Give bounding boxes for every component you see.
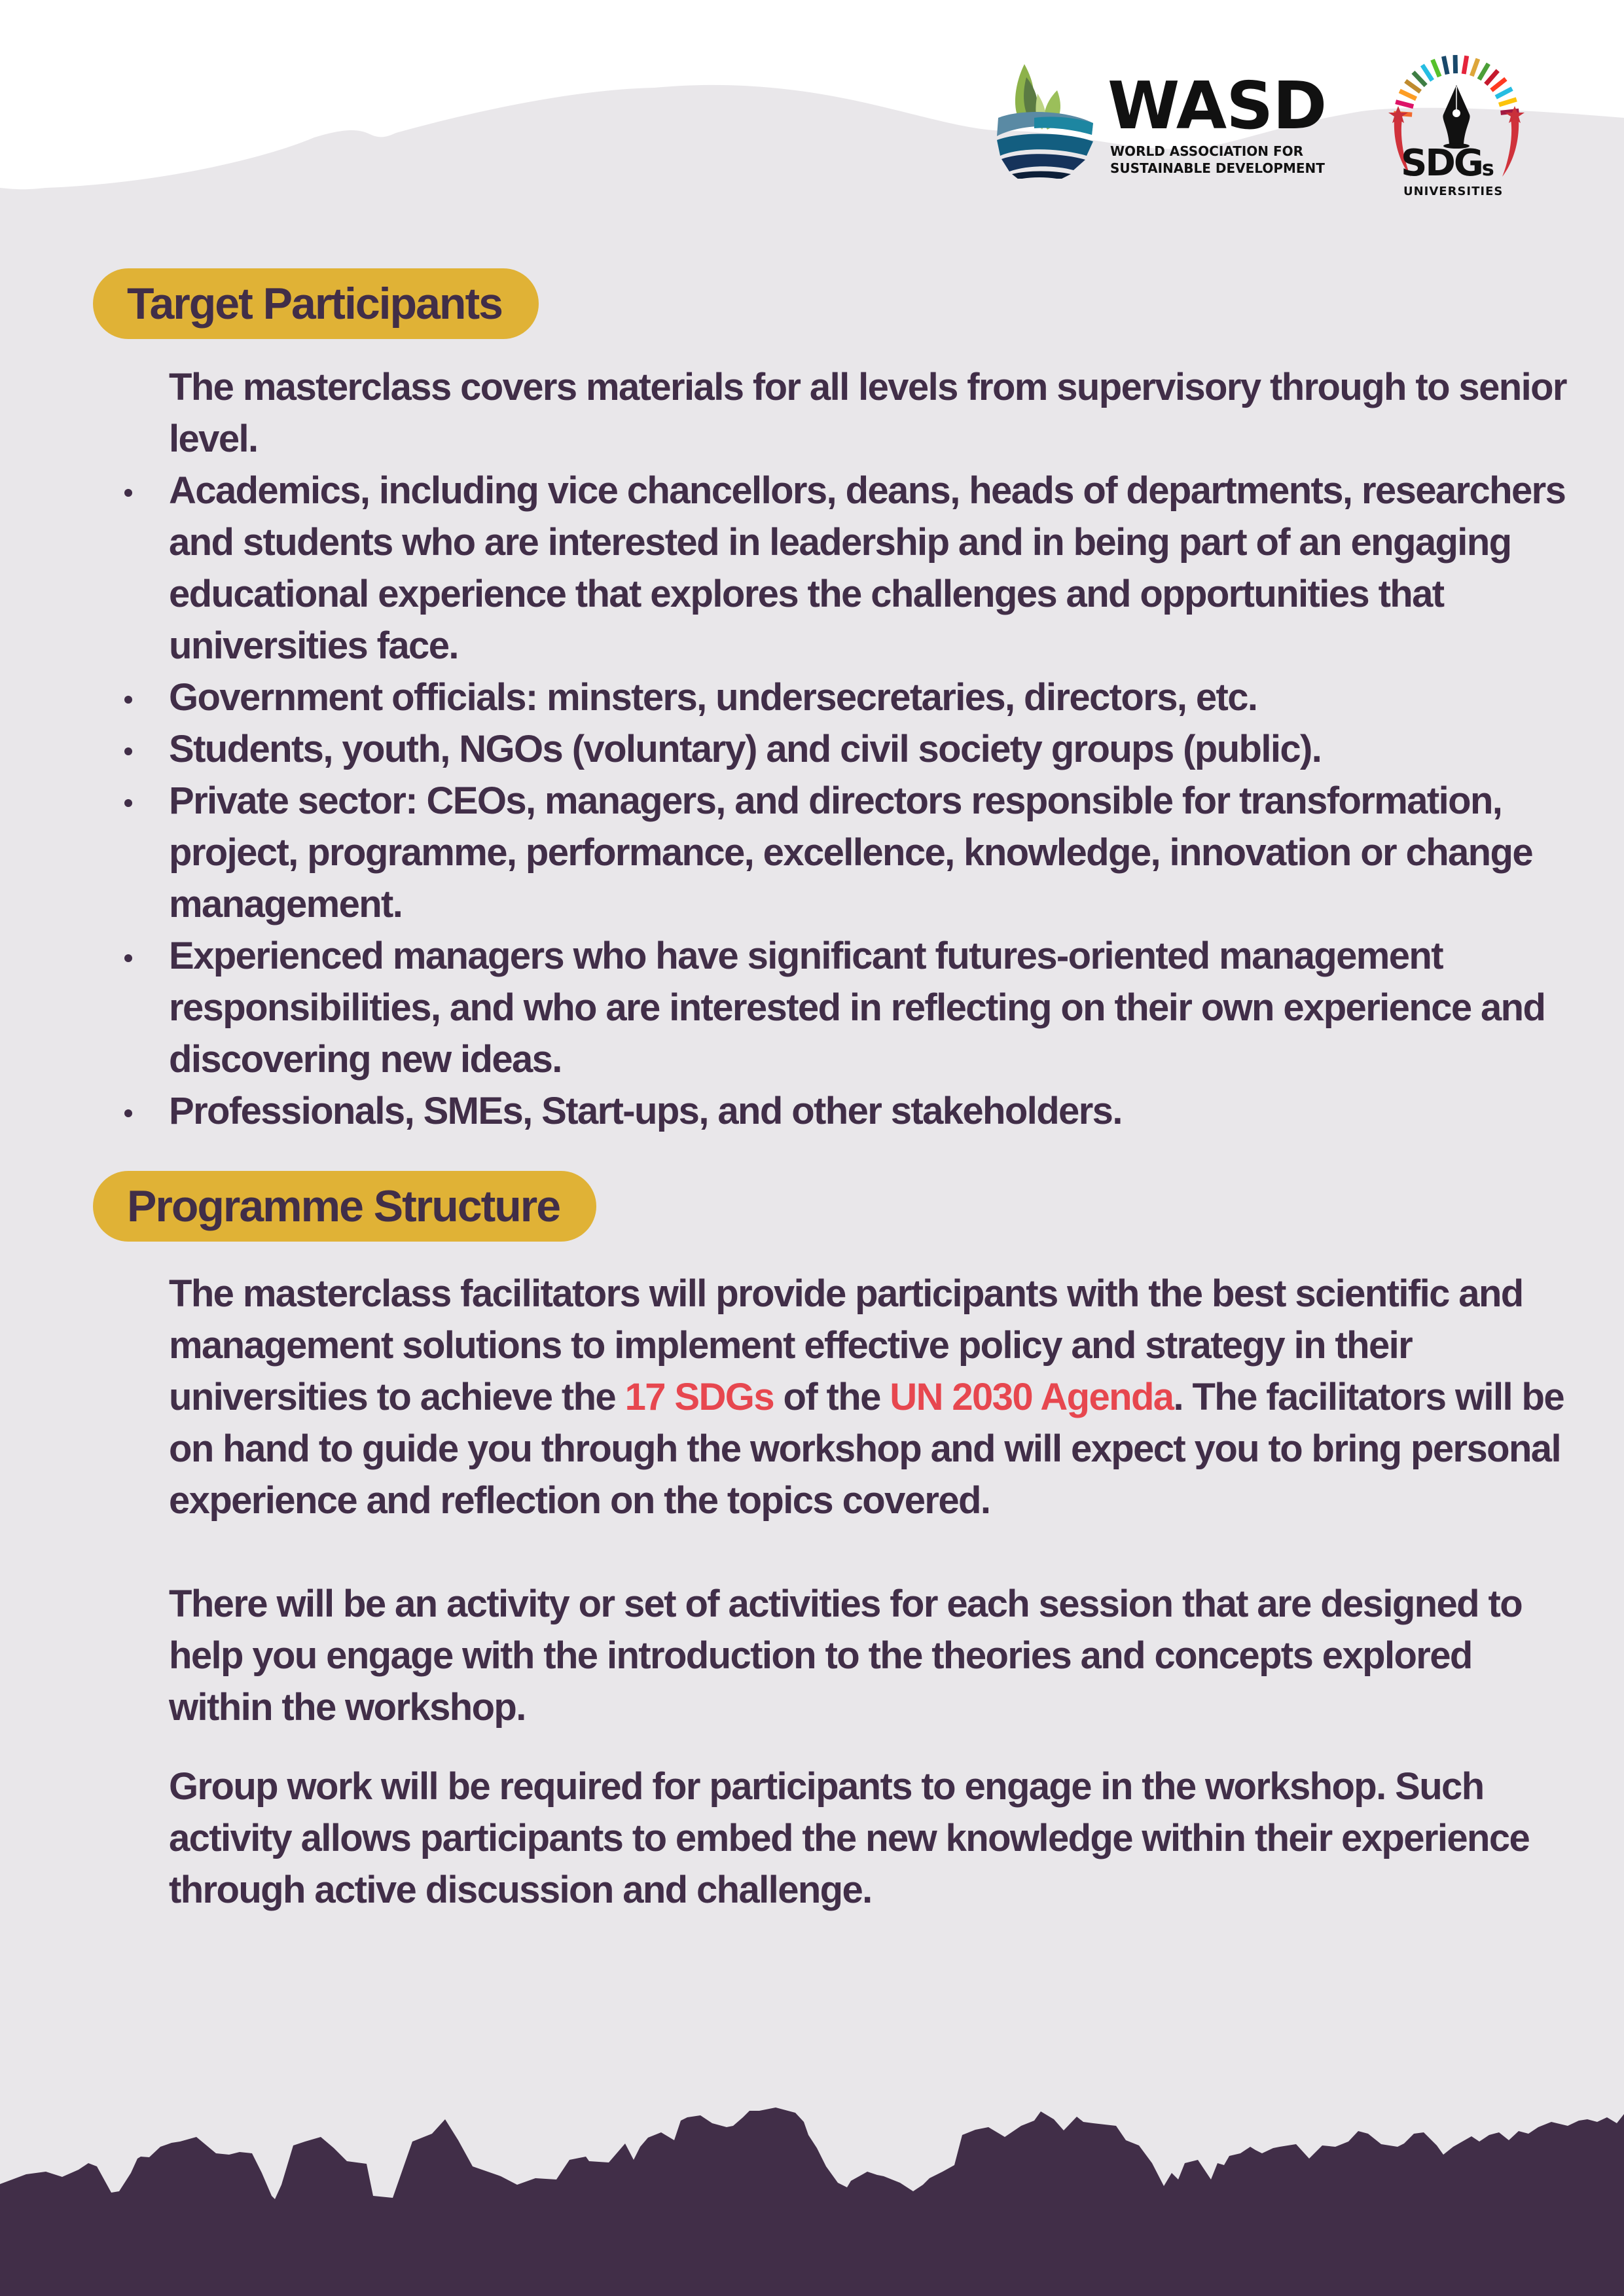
list-item [169,1085,1576,1137]
para1-text-c: . The facilitators will be on hand to guide you through the workshop and will expect you to bring personal experience and reflection on the topics covered. [169,1376,1564,1522]
wasd-subtitle-line2: SUSTAINABLE DEVELOPMENT [1110,160,1325,176]
sdg-arc-segment [1405,81,1420,92]
list-item-text: Private sector: CEOs, managers, and directors responsible for transformation, project, programme, performance, excellence, knowledge, innovation or change management. [169,780,1532,925]
sdgs-universities-logo [1381,46,1532,203]
programme-structure-paragraph-1 [169,1268,1576,1526]
list-item-text: Government officials: minsters, undersecretaries, directors, etc. [169,676,1257,719]
bottom-skyline-silhouette [0,2108,1624,2296]
list-item [169,775,1576,930]
target-participants-heading: Target Participants [127,279,502,329]
wasd-logo-subtitle [1110,143,1325,177]
sdg-arc-segment [1443,56,1447,74]
sdg-arc-segment [1433,60,1440,77]
list-item [169,723,1576,775]
highlight-un-2030-agenda: UN 2030 Agenda [890,1376,1174,1418]
wasd-logo-title: WASD [1108,67,1327,144]
highlight-17-sdgs: 17 SDGs [624,1376,774,1418]
sdg-arc-segment [1399,91,1416,99]
bullet-icon [124,696,132,704]
wasd-subtitle-line1: WORLD ASSOCIATION FOR [1110,143,1304,159]
para1-text-b: of the [773,1376,890,1418]
bullet-icon [124,489,132,497]
programme-structure-paragraph-2: There will be an activity or set of activities for each session that are designed to help you engage with the introduction to the theories and concepts explored within the workshop. [169,1583,1523,1729]
sdgs-title-suffix: s [1481,156,1494,181]
target-participants-intro: The masterclass covers materials for all levels from supervisory through to senior level. [169,366,1566,460]
main-content [93,268,1566,1916]
list-item-text: Professionals, SMEs, Start-ups, and other stakeholders. [169,1090,1122,1132]
bullet-icon [124,799,132,807]
list-item-text: Experienced managers who have significant futures-oriented management responsibilities, and who are interested in reflecting on their own experience and discovering new ideas. [169,935,1545,1081]
list-item-text: Students, youth, NGOs (voluntary) and civil society groups (public). [169,728,1322,770]
sdg-arc-segment [1499,99,1517,105]
bullet-icon [124,747,132,755]
bullet-icon [124,954,132,962]
para1-text-a: The masterclass facilitators will provide participants with the best scientific and management solutions to implement effective policy and strategy in their universities to achieve the [169,1272,1523,1418]
sdgs-title-main: SDG [1401,142,1482,185]
list-item [169,465,1576,672]
programme-structure-heading: Programme Structure [127,1181,560,1231]
sdg-arc-segment [1413,72,1426,85]
top-wave-background [0,0,1624,209]
sdgs-logo-subtitle: UNIVERSITIES [1403,185,1504,198]
programme-structure-heading-pill [93,1171,596,1242]
wasd-leaf-globe-icon [995,58,1100,179]
sdg-arc-segment [1491,79,1506,90]
programme-structure-paragraph-3: Group work will be required for participants to engage in the workshop. Such activity allows participants to embed the new knowledge within their experience through active discussion and challenge. [169,1765,1530,1911]
list-item [169,672,1576,723]
sdg-arc-segment [1464,56,1467,74]
sdg-arc-segment [1422,65,1432,81]
target-participants-list [169,465,1576,1137]
sdg-arc-segment [1496,88,1512,97]
sdg-arc-segment [1455,55,1456,73]
wasd-logo [995,58,1327,182]
sdg-arc-segment [1479,63,1489,79]
target-participants-heading-pill [93,268,539,339]
list-item-text: Academics, including vice chancellors, deans, heads of departments, researchers and students who are interested in leadership and in being part of an engaging educational experience that explores the challenges and opportunities that universities face. [169,469,1566,667]
sdgs-logo-title [1401,142,1494,185]
star-trail-right-icon [1502,118,1519,177]
sdg-arc-segment [1471,59,1478,76]
bullet-icon [124,1109,132,1117]
sdg-arc-segment [1486,71,1498,84]
sdg-arc-segment [1396,102,1413,107]
list-item [169,930,1576,1085]
